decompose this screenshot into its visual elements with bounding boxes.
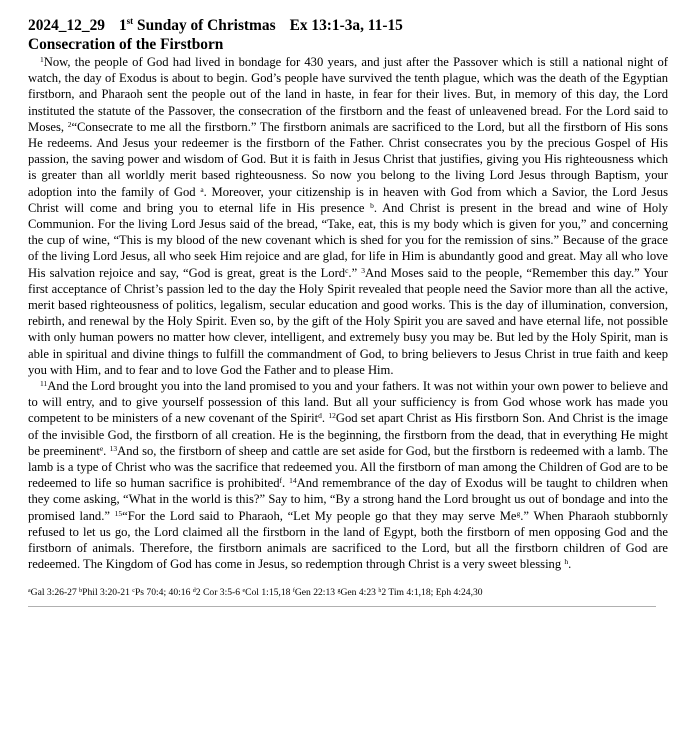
- paragraph-text: .” When Pharaoh stubbornly refused to let us go, the Lord claimed all the firstborn in the land of Egypt, both the firstborn of men opposing God and the firstborn of animals. Therefore, the firstborn animals are sacrificed to the Lord, but all the firstborn children of God are redeemed. The Kingdom of God has come in Jesus, so redemption through Christ is a very sweet blessing: [28, 508, 668, 572]
- paragraph-text: And remembrance of the day of Exodus will be taught to children when they come asking, “What in the world is this?” Say to him, “By a strong hand the Lord brought us out of bondage and into the promised land.”: [28, 476, 668, 523]
- document-title: [28, 16, 668, 35]
- paragraph-text: “Consecrate to me all the firstborn.” The firstborn animals are sacrificed to the Lord, but all the firstborn of His sons He redeems. And Jesus your redeemer is the firstborn of the Father. Christ consecrates you by the precious Gospel of His passion, the saving power and wisdom of God. But it is faith in Jesus Christ that justifies, giving you His righteousness which is greater than all worldly merit based righteousness. So now you belong to the living Lord Jesus through Baptism, your adoption into the family of God: [28, 119, 668, 199]
- footnote-ref: Col 1:15,18: [245, 586, 293, 598]
- footnote-mark: d: [192, 587, 196, 594]
- title-date: 2024_12_29: [28, 17, 105, 34]
- paragraph-text: . Moreover, your citizenship is in heaven with God from which a Savior, the Lord Jesus Christ will come and bring you to eternal life in His presence: [28, 184, 669, 215]
- footnote-marker: d: [318, 411, 322, 421]
- footnote-marker: h: [564, 557, 569, 567]
- footnote-marker: f: [279, 476, 283, 486]
- footnote-mark: c: [132, 587, 135, 594]
- footnote-ref: Gen 22:13: [294, 586, 338, 598]
- verse-number: 14: [289, 476, 297, 486]
- paragraph-text: .: [568, 557, 572, 572]
- paragraph-text: .: [103, 443, 110, 458]
- footnote-ref: 2 Tim 4:1,18; Eph 4:24,30: [381, 586, 483, 598]
- paragraph-text: And Moses said to the people, “Remember this day.” Your first acceptance of Christ’s passion led to the day the Holy Spirit revealed that people need the Savior more than all the active, merit based righteousness of politics, legalism, secular education and good works. This is the day of illumination, conversion, rebirth, and renewal by the Holy Spirit. Even so, by the gift of the Holy Spirit you are saved and have eternal life, not possible with only human powers no matter how clever, intelligent, and extremely busy you may be. But led by the Holy Spirit, man is able in spiritual and divine things to fulfill the commandment of God, to bring believers to Jesus Christ in true faith and keep you with Him, and to fear and to love God the Father and to please Him.: [28, 265, 668, 377]
- verse-number: 1: [40, 55, 44, 64]
- paragraph-text: Now, the people of God had lived in bondage for 430 years, and just after the Passover which is still a national night of watch, the day of Exodus is about to begin. God’s people have survived the tenth plague, which was the death of the Egyptian firstborn, and Pharaoh sent the people out of the land in haste, in fear for their lives. But, in memory of this day, the Lord instituted the statute of the Passover, the consecration of the firstborn and the feast of unleavened bread. For the Lord said to Moses,: [28, 55, 668, 134]
- paragraph-text: And the Lord brought you into the land promised to you and your fathers. It was not within your own power to believe and to will entry, and to give yourself possession of this land. But all your sufficiency is from God whose work has made you competent to be ministers of a new covenant of the Spirit: [28, 379, 668, 426]
- footnote-marker: g: [516, 508, 521, 518]
- footnotes: [28, 587, 668, 599]
- paragraph-text: .”: [348, 265, 362, 280]
- footnote-marker: e: [99, 443, 104, 453]
- verse-number: 13: [109, 443, 118, 453]
- footnote-marker: c: [345, 265, 349, 275]
- footnote-mark: b: [79, 587, 83, 594]
- title-reading: Ex 13:1-3a, 11-15: [289, 17, 403, 34]
- verse-number: 15: [114, 508, 123, 518]
- title-ordinal: 1: [118, 17, 127, 34]
- footnote-ref: Gen 4:23: [340, 586, 379, 598]
- footnote-marker: a: [200, 184, 204, 194]
- footnote-ref: Gal 3:26-27: [30, 586, 80, 598]
- footnote-marker: b: [370, 200, 374, 210]
- footnote-ref: Ps 70:4; 40:16: [134, 586, 193, 598]
- paragraph-text: God set apart Christ as His firstborn Son. And Christ is the image of the invisible God, the firstborn of all creation. He is the beginning, the firstborn from the dead, that in everything He might be preeminent: [28, 411, 668, 458]
- footnote-mark: e: [242, 587, 246, 594]
- paragraph-text: .: [321, 411, 329, 426]
- title-ordinal-suffix: st: [126, 16, 134, 26]
- paragraph-text: And so, the firstborn of sheep and cattle are set aside for God, but the firstborn is redeemed with a lamb. The lamb is a type of Christ who was the sacrifice that redeemed you. All the firstborn of man among the Children of God are to be redeemed to life so human sacrifice is prohibited: [28, 443, 669, 491]
- footnote-mark: f: [292, 587, 295, 594]
- paragraph-text: “For the Lord said to Pharaoh, “Let My people go that they may serve Me: [122, 508, 517, 523]
- title-day-name: Sunday of Christmas: [137, 17, 276, 34]
- paragraph-text: . And Christ is present in the bread and wine of Holy Communion. For the living Lord Jesus said of the bread, “Take, eat, this is my body which is given for you,” and concerning the cup of wine, “This is my blood of the new covenant which is shed for you for the remission of sins.” Because of the grace of the living Lord Jesus, all who seek Him rejoice and are glad, for life in Him is abundantly good and great. May all who love His salvation rejoice and say, “God is great, great is the Lord: [28, 200, 669, 280]
- footnote-mark: a: [28, 587, 31, 594]
- verse-number: 11: [40, 379, 48, 389]
- paragraph-2: [28, 378, 668, 572]
- paragraph-text: .: [282, 476, 290, 491]
- footnote-ref: Phil 3:20-21: [82, 586, 133, 598]
- document-subtitle: Consecration of the Firstborn: [28, 36, 224, 53]
- verse-number: 2: [67, 119, 72, 129]
- verse-number: 3: [361, 265, 366, 275]
- footnote-ref: 2 Cor 3:5-6: [195, 586, 243, 598]
- verse-number: 12: [328, 411, 336, 421]
- footnote-mark: h: [378, 587, 382, 594]
- paragraph-1: [28, 54, 668, 378]
- footer-divider: [28, 606, 656, 607]
- footnote-mark: g: [337, 587, 341, 594]
- document-page: [28, 16, 668, 607]
